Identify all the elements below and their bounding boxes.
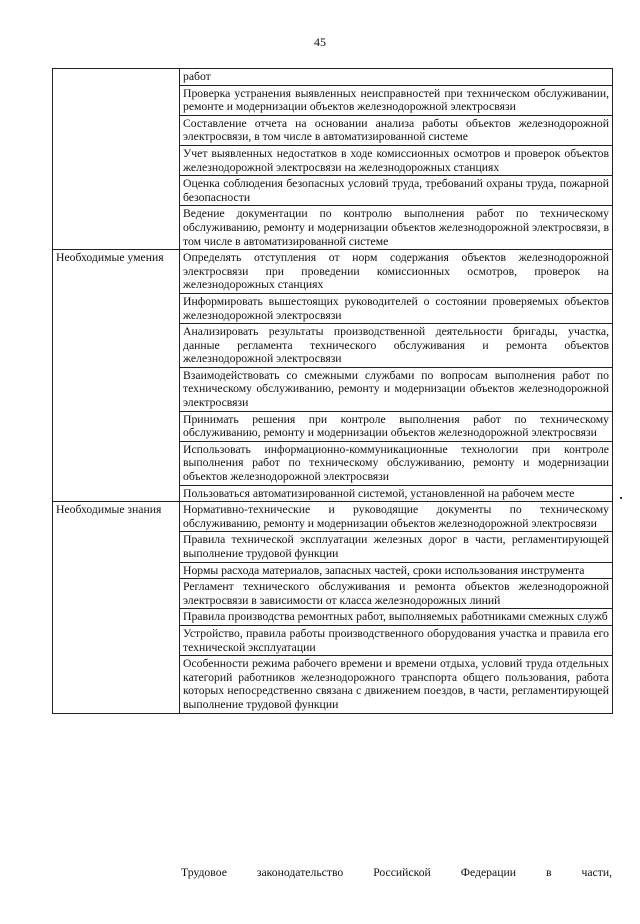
table-row: [53, 502, 613, 532]
table-row: [53, 69, 613, 86]
requirement-text: Регламент технического обслуживания и ремонта объектов железнодорожной электросвязи в зависимости от класса железнодорожных линий: [180, 579, 613, 609]
requirement-text: Нормативно-технические и руководящие документы по техническому обслуживанию, ремонту и модернизации объектов железнодорожной электросвязи: [180, 502, 613, 532]
requirement-text: Информировать вышестоящих руководителей о состоянии проверяемых объектов железнодорожной электросвязи: [180, 293, 613, 323]
scan-dot-mark: [620, 497, 622, 499]
requirement-text: Правила технической эксплуатации железных дорог в части, регламентирующей выполнение трудовой функции: [180, 532, 613, 562]
requirements-table: [52, 68, 613, 714]
requirement-text: Использовать информационно-коммуникационные технологии при контроле выполнения работ по техническому обслуживанию, ремонту и модернизации объектов железнодорожной электросвязи: [180, 441, 613, 485]
requirement-text: Взаимодействовать со смежными службами по вопросам выполнения работ по техническому обслуживанию, ремонту и модернизации объектов железнодорожной электросвязи: [180, 367, 613, 411]
requirement-text: Учет выявленных недостатков в ходе комиссионных осмотров и проверок объектов железнодорожной электросвязи на железнодорожных станциях: [180, 145, 613, 175]
section-label: [53, 69, 180, 250]
requirement-text: работ: [180, 69, 613, 86]
requirement-text: Пользоваться автоматизированной системой, установленной на рабочем месте: [180, 485, 613, 502]
section-label: Необходимые умения: [53, 250, 180, 502]
requirement-text: Особенности режима рабочего времени и времени отдыха, условий труда отдельных категорий работников железнодорожного транспорта общего пользования, работа которых непосредственно связана с движением поездов, в части, регламентирующей выполнение трудовой функции: [180, 656, 613, 713]
requirement-text: Ведение документации по контролю выполнения работ по техническому обслуживанию, ремонту и модернизации объектов железнодорожной электросвязи, в том числе в автоматизированной системе: [180, 206, 613, 250]
requirement-text: Определять отступления от норм содержания объектов железнодорожной электросвязи при проведении комиссионных осмотров, проверок на железнодорожных станциях: [180, 250, 613, 294]
requirement-text: Правила производства ремонтных работ, выполняемых работниками смежных служб: [180, 609, 613, 626]
requirement-text: Оценка соблюдения безопасных условий труда, требований охраны труда, пожарной безопасности: [180, 176, 613, 206]
table-row: [53, 250, 613, 294]
requirement-text: Анализировать результаты производственной деятельности бригады, участка, данные регламента технического обслуживания и ремонта объектов железнодорожной электросвязи: [180, 324, 613, 368]
requirement-text: Проверка устранения выявленных неисправностей при техническом обслуживании, ремонте и модернизации объектов железнодорожной электросвязи: [180, 85, 613, 115]
requirement-text: Составление отчета на основании анализа работы объектов железнодорожной электросвязи, в том числе в автоматизированной системе: [180, 115, 613, 145]
requirement-text: Нормы расхода материалов, запасных частей, сроки использования инструмента: [180, 562, 613, 579]
requirement-text: Принимать решения при контроле выполнения работ по техническому обслуживанию, ремонту и модернизации объектов железнодорожной электросвязи: [180, 411, 613, 441]
section-label: Необходимые знания: [53, 502, 180, 713]
requirement-text: Устройство, правила работы производственного оборудования участка и правила его технической эксплуатации: [180, 625, 613, 655]
table-continuation-line: Трудовое законодательство Российской Федерации в части,: [181, 866, 612, 879]
page-number: 45: [314, 35, 326, 49]
